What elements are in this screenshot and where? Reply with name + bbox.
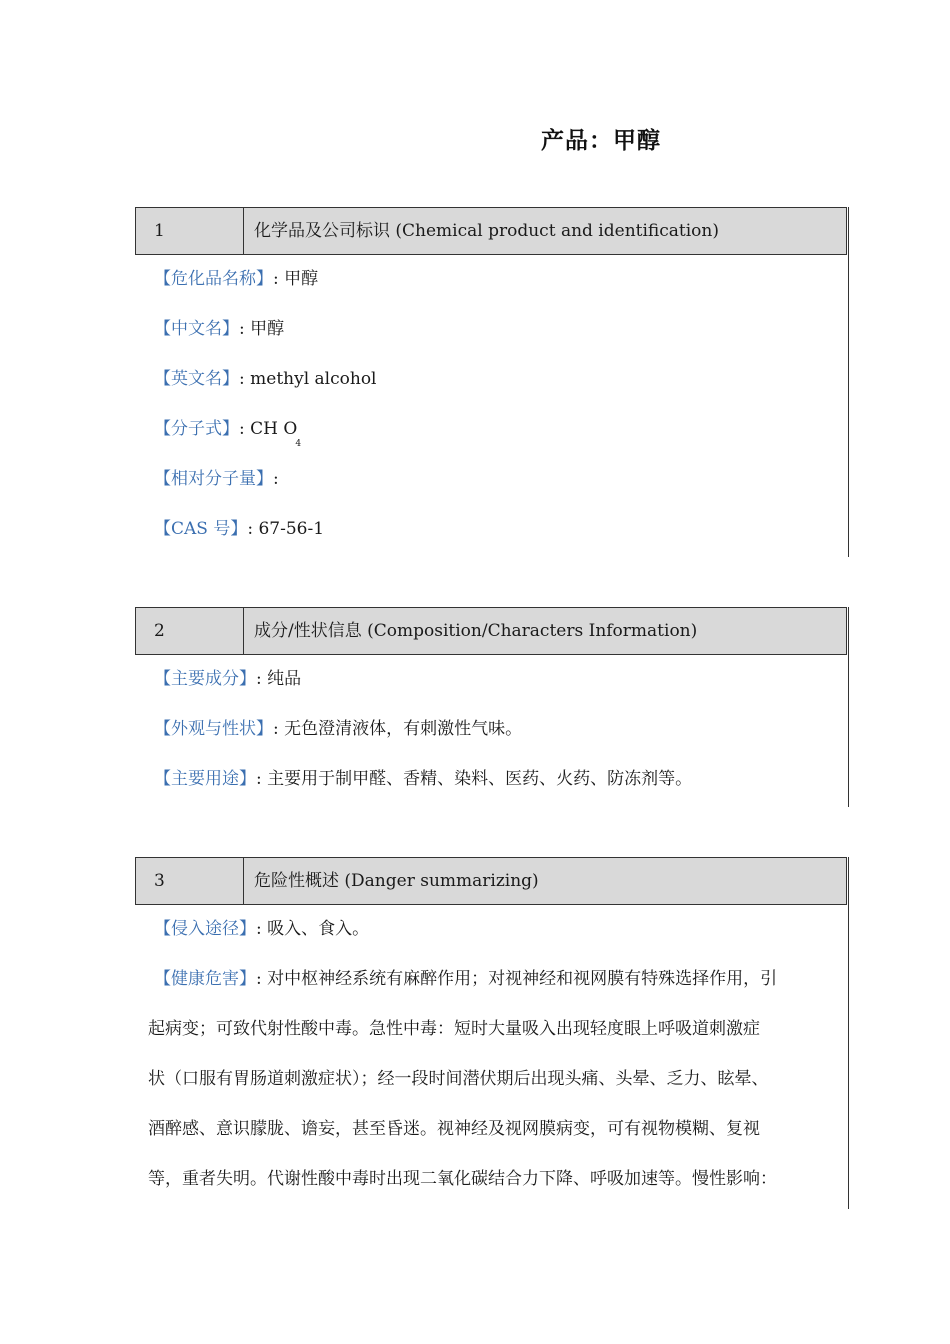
field-formula: 【分子式】: CH $O_4$: [154, 419, 302, 449]
health-hazard-line: 状（口服有胃肠道刺激症状）；经一段时间潜伏期后出现头痛、头晕、乏力、眩晕、: [148, 1069, 769, 1089]
section-number: 1: [136, 208, 244, 254]
health-hazard-line: 起病变；可致代射性酸中毒。急性中毒：短时大量吸入出现轻度眼上呼吸道刺激症: [148, 1019, 760, 1039]
field-health-hazard: 【健康危害】: 对中枢神经系统有麻醉作用；对视神经和视网膜有特殊选择作用，引: [154, 969, 778, 989]
formula-subscript: 4: [295, 439, 302, 449]
field-hazard-name: 【危化品名称】: 甲醇: [154, 269, 319, 289]
health-hazard-line: 酒醉感、意识朦胧、谵妄，甚至昏迷。视神经及视网膜病变，可有视物模糊、复视: [148, 1119, 760, 1139]
section-border: [848, 857, 849, 1209]
page-title: 产品：甲醇: [541, 128, 661, 154]
field-cas-number: 【CAS 号】: 67-56-1: [154, 519, 325, 539]
section-number: 2: [136, 608, 244, 654]
section-border: [848, 207, 849, 557]
field-main-uses: 【主要用途】: 主要用于制甲醛、香精、染料、医药、火药、防冻剂等。: [154, 769, 693, 789]
section-title: 危险性概述 (Danger summarizing): [254, 871, 539, 891]
field-appearance: 【外观与性状】: 无色澄清液体，有刺激性气味。: [154, 719, 523, 739]
section-title: 化学品及公司标识 (Chemical product and identification): [254, 221, 719, 241]
section-header-2: [135, 607, 847, 655]
health-hazard-line: 等，重者失明。代谢性酸中毒时出现二氧化碳结合力下降、呼吸加速等。慢性影响：: [148, 1169, 777, 1189]
field-english-name: 【英文名】: methyl alcohol: [154, 369, 377, 389]
field-chinese-name: 【中文名】: 甲醇: [154, 319, 285, 339]
section-border: [848, 607, 849, 807]
field-entry-route: 【侵入途径】: 吸入、食入。: [154, 919, 370, 939]
field-main-ingredient: 【主要成分】: 纯品: [154, 669, 302, 689]
section-title: 成分/性状信息 (Composition/Characters Information): [254, 621, 698, 641]
section-header-1: [135, 207, 847, 255]
section-header-3: [135, 857, 847, 905]
field-molecular-weight: 【相对分子量】:: [154, 469, 279, 489]
section-number: 3: [136, 858, 244, 904]
